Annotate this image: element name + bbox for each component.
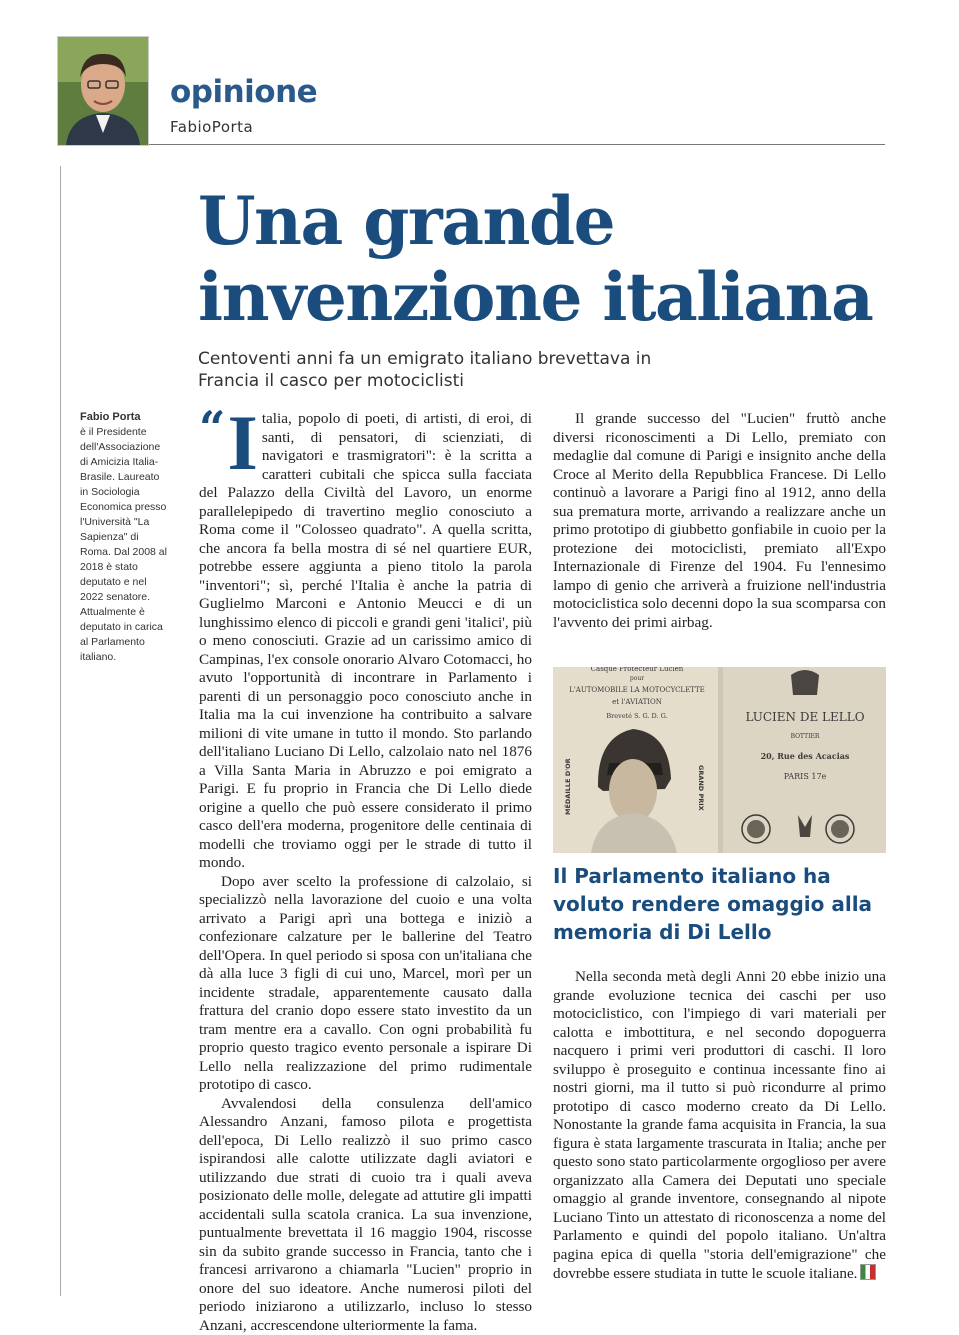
paragraph-5-text: Nella seconda metà degli Anni 20 ebbe inizio una grande evoluzione tecnica dei caschi per uso motociclistico, con l'impiego di vari materiali per calotta e imbottitura, e nel secondo dopoguerra nacquero i primi veri produttori di caschi. Il loro sviluppo è proseguito e continua incessante fino ai nostri giorni, ma il tutto si può ricondurre al primo prototipo di casco moderno creato da Di Lello. Nonostante la grande fama acquisita in Francia, la sua figura è stata largamente trascurata in Italia; anche per questo sono stato particolarmente orgoglioso per avere organizzato alla Camera dei Deputati uno speciale omaggio al grande inventore, consegnando al nipote Luciano Tinto un attestato di riconoscenza a nome del Parlamento e quindi del popolo italiano. Un'altra pagina epica di quella "storia dell'emigrazione" che dovrebbe essere studiata in tutte le scuole italiane. <box>553 968 886 1282</box>
paragraph-3: Avvalendosi della consulenza dell'amico Alessandro Anzani, famoso pilota e progettista dell'epoca, Di Lello realizzò il suo primo casco ispirandosi alle calotte utilizzate dagli aviatori e utilizzando due strati di cuoio tra i quali aveva posizionato delle molle, delegate ad attutire gli impatti accidentali sulla scatola cranica. La sua invenzione, puntualmente brevettata il 16 maggio 1904, riscosse sin da subito grande successo in Francia, tanto che i francesi arrivarono a chiamarla "Lucien" proprio in onore del suo ideatore. Anche numerosi piloti del periodo iniziarono a utilizzarlo, incluso lo stesso Anzani, accrescendone ulteriormente la fama. <box>199 1095 532 1335</box>
subtitle: Centoventi anni fa un emigrato italiano brevettava in Francia il casco per motociclisti <box>198 348 658 392</box>
headline: Una grande invenzione italiana <box>198 183 888 335</box>
image-right-city: PARIS 17e <box>784 772 827 781</box>
section-title: opinione <box>170 74 317 110</box>
author-bio <box>80 410 170 665</box>
image-right-trade: BOTTIER <box>791 733 820 740</box>
margin-divider <box>60 166 61 1296</box>
image-right-address: 20, Rue des Acacias <box>761 751 850 761</box>
image-left-side: MÉDAILLE D'OR <box>563 758 572 815</box>
paragraph-5 <box>553 968 886 1284</box>
paragraph-4: Il grande successo del "Lucien" fruttò anche diversi riconoscimenti a Di Lello, premiato con medaglie dal comune di Parigi e insignito anche della Croce al Merito della Repubblica Francese. Di Lello continuò a lavorare a Parigi fino al 1912, anno della sua prematura morte, arrivando a realizzare anche un primo prototipo di giubbetto gonfiabile in cuoio per la protezione dei motociclisti, premiato all'Expo Internazionale di Firenze del 1904. Fu l'ennesimo lampo di genio che arriverà a fruizione nell'industria motociclistica solo decenni dopo la sua scomparsa con l'avvento dei primi airbag. <box>553 410 886 632</box>
image-right-side: GRAND PRIX <box>697 765 705 811</box>
bio-text: è il Presidente dell'Associazione di Amicizia Italia-Brasile. Laureato in Sociologia Economica presso l'Università "La Sapienza" di Roma. Dal 2008 al 2018 è stato deputato e nel 2022 senatore. Attualmente è deputato in carica al Parlamento italiano. <box>80 426 167 663</box>
article-column-3 <box>553 968 886 1284</box>
paragraph-1 <box>199 410 532 873</box>
bio-name: Fabio Porta <box>80 410 170 425</box>
image-left-line-2: pour <box>630 675 644 682</box>
author-photo <box>57 36 149 146</box>
paragraph-1-text: talia, popolo di poeti, di artisti, di eroi, di santi, di pensatori, di scienziati, di navigatori e trasmigratori": è la scritta a caratteri cubitali che spicca sulla facciata del Palazzo della Civiltà del Lavoro, un enorme parallelepipedo di travertino meglio conosciuto a Roma come il "Colosseo quadrato". A quella scritta, che ancora fa bella mostra di sé nel quartiere EUR, potrebbe essere aggiunta a pieno titolo la parola "inventori"; sì, perché l'Italia è anche la patria di Guglielmo Marconi e Antonio Meucci e di un lunghissimo elenco di piccoli e grandi geni 'italici', più o meno conosciuti. Grazie ad un carissimo amico di Campinas, l'ex console onorario Alvaro Cotomacci, ho avuto l'opportunità di incontrare in Parlamento i parenti di un personaggio poco conosciuto anche in Italia ma la cui invenzione ha contribuito a salvare milioni di vite umane in tutto il mondo. Sto parlando dell'italiano Luciano Di Lello, calzolaio nato nel 1876 a Villa Santa Maria in Abruzzo e poi emigrato a Parigi. E fu proprio in Francia che Di Lello diede origine a quello che può essere considerato il primo casco dell'era moderna, progenitore delle centinaia di modelli che troviamo oggi per le strade di tutto il mondo. <box>199 410 532 871</box>
image-left-line-5: Breveté S. G. D. G. <box>606 712 667 720</box>
author-name: FabioPorta <box>170 118 253 136</box>
article-column-2 <box>553 410 886 632</box>
image-left-line-4: et l'AVIATION <box>612 698 662 706</box>
article-column-1 <box>199 410 532 1335</box>
opening-quote: “ <box>199 408 225 448</box>
paragraph-2: Dopo aver scelto la professione di calzolaio, si specializzò nella lavorazione del cuoio e una volta arrivato a Parigi aprì una bottega e iniziò a confezionare calzature per le ballerine del Teatro dell'Opera. In quel periodo si sposa con un'italiana che dà alla luce 3 figli di cui uno, Marcel, morì per un incidente stradale, apparentemente causato dalla frattura del cranio dopo essere stato investito da un tram mentre era a cavallo. Con ogni probabilità fu proprio questo tragico evento personale a ispirare Di Lello nella realizzazione del primo rudimentale prototipo di casco. <box>199 873 532 1095</box>
header-divider <box>149 144 885 145</box>
image-right-name: LUCIEN DE LELLO <box>745 710 864 724</box>
image-left-line-1: Casque Protecteur Lucien <box>591 667 684 673</box>
drop-cap: I <box>227 412 257 474</box>
image-left-line-3: L'AUTOMOBILE LA MOTOCYCLETTE <box>569 686 705 694</box>
historic-advert-image <box>553 667 886 853</box>
pull-quote: Il Parlamento italiano ha voluto rendere omaggio alla memoria di Di Lello <box>553 862 886 946</box>
tricolor-end-icon <box>860 1264 876 1280</box>
